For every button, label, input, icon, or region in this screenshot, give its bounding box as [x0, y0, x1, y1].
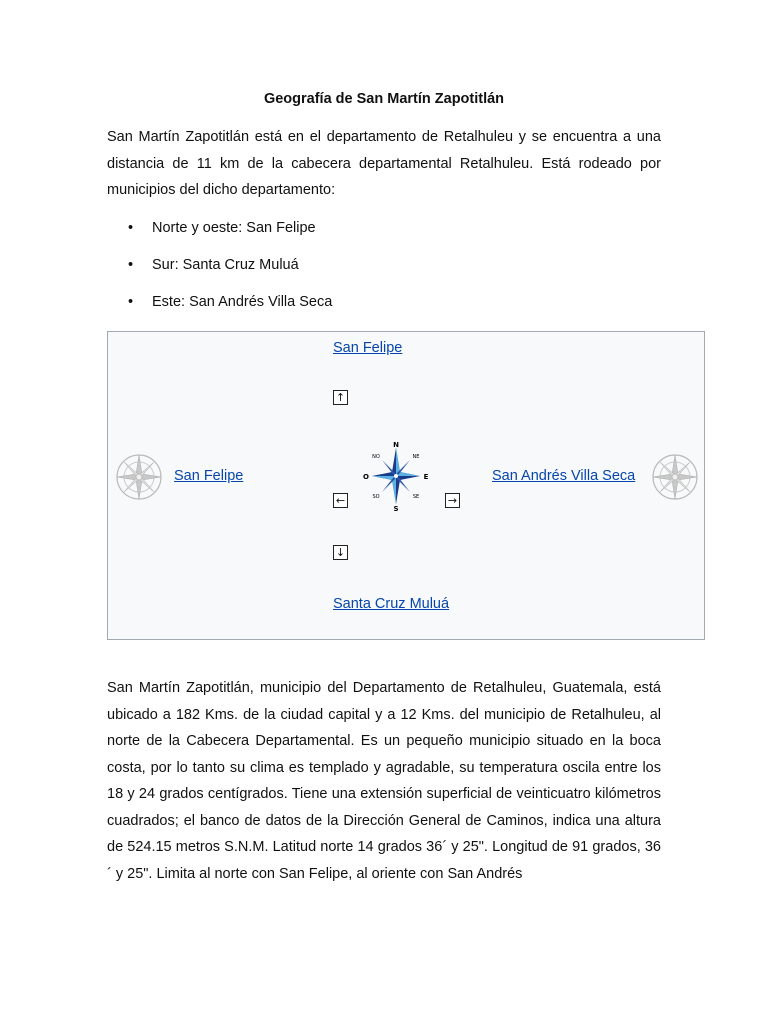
arrow-left-icon[interactable]: ←	[333, 493, 348, 508]
north-neighbor-link[interactable]: San Felipe	[333, 340, 403, 356]
compass-se-label: SE	[412, 494, 420, 500]
body-paragraph: San Martín Zapotitlán, municipio del Departamento de Retalhuleu, Guatemala, está ubicado a 182 Kms. de la ciudad capital y a 12 Kms. del municipio de Retalhuleu, al norte de la Cabecera Departamental. Es un pequeño municipio situado en la boca costa, por lo tanto su clima es templado y agradable, su temperatura oscila entre los 18 y 24 grados centígrados. Tiene una extensión superficial de veinticuatro kilómetros cuadrados; el banco de datos de la Dirección General de Caminos, indica una altura de 524.15 metros S.N.M. Latitud norte 14 grados 36´ y 25". Longitud de 91 grados, 36´ y 25". Limita al norte con San Felipe, al oriente con San Andrés	[107, 680, 661, 882]
list-item	[107, 290, 661, 327]
list-item	[107, 253, 661, 290]
arrow-right-icon[interactable]: →	[445, 493, 460, 508]
list-item	[107, 216, 661, 253]
compass-o-label: O	[363, 473, 369, 481]
compass-s-label: S	[393, 505, 399, 512]
compass-no-label: NO	[372, 454, 380, 460]
compass-n-label: N	[393, 441, 399, 449]
arrow-up-icon[interactable]: ↑	[333, 390, 348, 405]
compass-rose-icon	[362, 440, 430, 512]
arrow-down-icon[interactable]: ↓	[333, 545, 348, 560]
compass-rose-right-icon	[650, 452, 700, 502]
compass-e-label: E	[423, 473, 429, 481]
neighbors-compass-box	[107, 331, 705, 640]
neighbors-list	[107, 216, 661, 327]
east-neighbor-link[interactable]: San Andrés Villa Seca	[492, 468, 636, 484]
list-item-text: Sur: Santa Cruz Muluá	[152, 257, 299, 273]
list-item-text: Este: San Andrés Villa Seca	[152, 294, 333, 310]
document-title: Geografía de San Martín Zapotitlán	[263, 91, 505, 107]
compass-ne-label: NE	[412, 454, 420, 460]
list-item-text: Norte y oeste: San Felipe	[152, 220, 316, 236]
compass-so-label: SO	[372, 494, 380, 500]
bullet-icon: •	[128, 294, 134, 310]
bullet-icon: •	[128, 220, 134, 236]
intro-paragraph: San Martín Zapotitlán está en el departamento de Retalhuleu y se encuentra a una distancia de 11 km de la cabecera departamental Retalhuleu. Está rodeado por municipios del dicho departamento:	[107, 129, 661, 198]
compass-rose-left-icon	[114, 452, 164, 502]
south-neighbor-link[interactable]: Santa Cruz Muluá	[333, 596, 450, 612]
bullet-icon: •	[128, 257, 134, 273]
west-neighbor-link[interactable]: San Felipe	[174, 468, 244, 484]
